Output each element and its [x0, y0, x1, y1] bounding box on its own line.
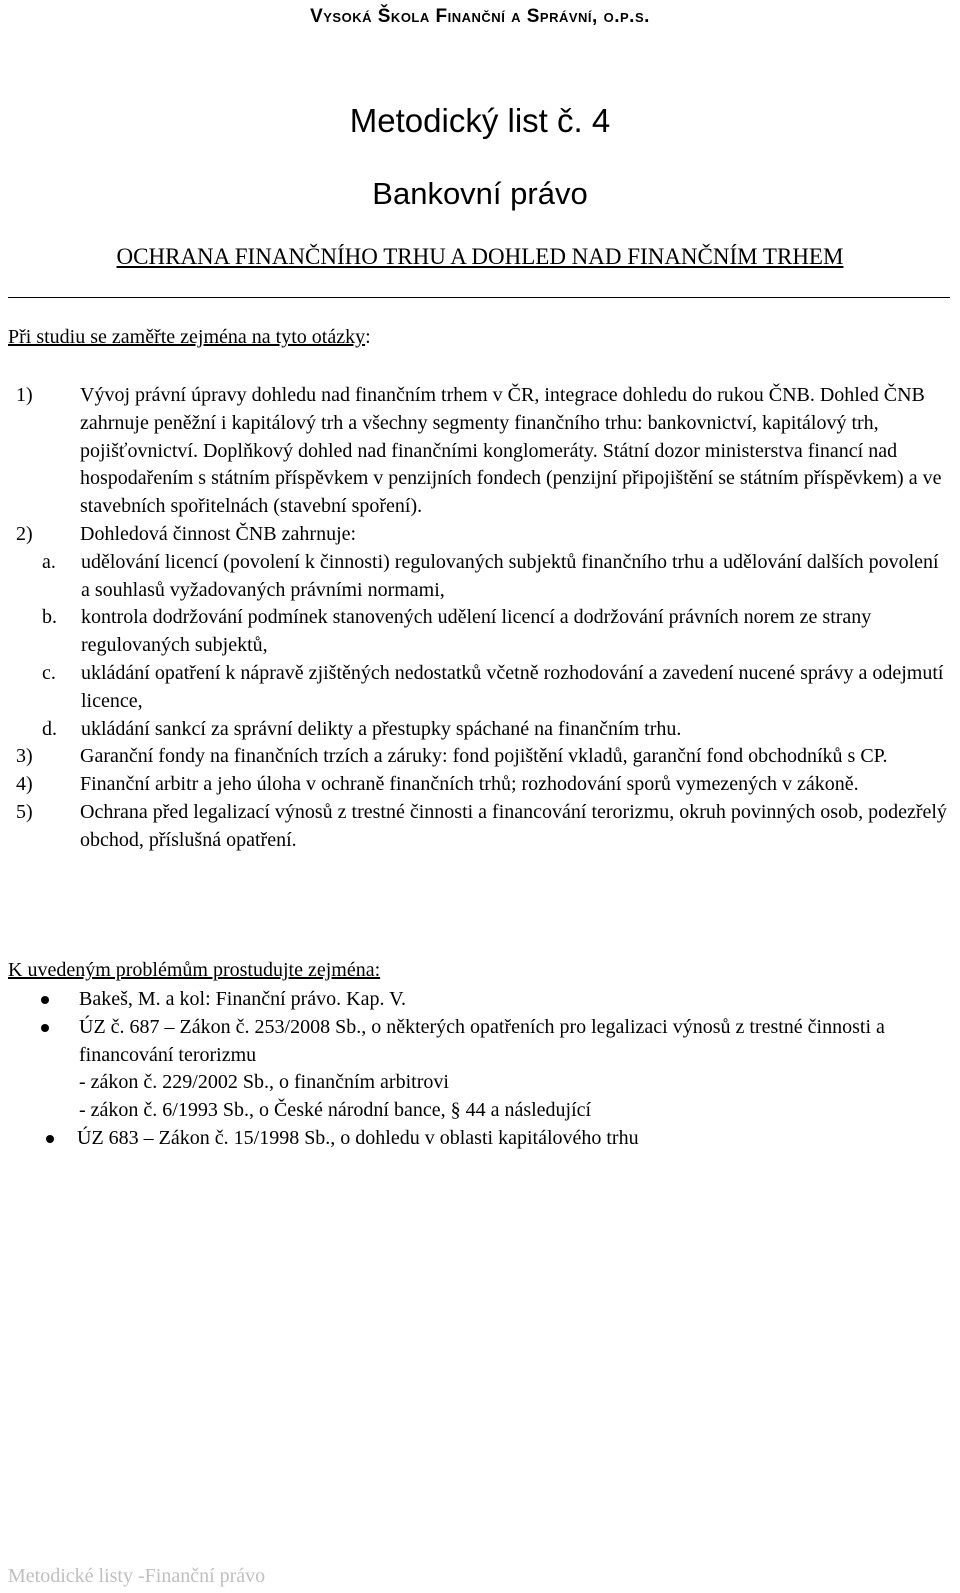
question-text: Finanční arbitr a jeho úloha v ochraně finančních trhů; rozhodování sporů vymezených v zákoně. — [80, 773, 859, 796]
divider — [8, 297, 950, 298]
bullet-icon — [41, 996, 49, 1004]
question-item: 4) Finanční arbitr a jeho úloha v ochraně finančních trhů; rozhodování sporů vymezených v zákoně. — [16, 773, 859, 796]
question-text: Vývoj právní úpravy dohledu nad finančním trhem v ČR, integrace dohledu do rukou ČNB. Dohled ČNB zahrnuje peněžní i kapitálový trh a všechny segmenty finančního trhu: bankovnictví, kapitálový trh, pojišťovnictví. Doplňkový dohled nad finančními konglomeráty. Státní dozor ministerstva financí nad hospodařením s státním příspěvkem v penzijních fondech (penzijní připojištění se státním příspěvkem) a ve stavebních spořitelnách (stavební spoření). — [80, 384, 942, 518]
question-text: Ochrana před legalizací výnosů z trestné činnosti a financování terorizmu, okruh povinných osob, podezřelý obchod, příslušná opatření. — [80, 800, 947, 851]
supervision-item: d. ukládání sankcí za správní delikty a přestupky spáchané na finančním trhu. — [42, 717, 682, 740]
bullet-icon — [46, 1135, 54, 1143]
question-text: Garanční fondy na finančních trzích a záruky: fond pojištění vkladů, garanční fond obchodníků s CP. — [80, 745, 888, 768]
question-item: 3) Garanční fondy na finančních trzích a záruky: fond pojištění vkladů, garanční fond obchodníků s CP. — [16, 745, 888, 768]
supervision-item: b. kontrola dodržování podmínek stanovených udělení licencí a dodržování právních norem ze strany regulovaných subjektů, — [42, 606, 872, 657]
bullet-icon — [41, 1024, 49, 1032]
school-header: Vysoká Škola Finanční a Správní, o.p.s. — [310, 6, 650, 27]
topic-heading: OCHRANA FINANČNÍHO TRHU A DOHLED NAD FINANČNÍM TRHEM — [116, 244, 844, 269]
questions-list — [8, 382, 948, 855]
footer: Metodické listy -Finanční právo — [8, 1565, 266, 1587]
supervision-item: a. udělování licencí (povolení k činnosti) regulovaných subjektů finančního trhu a udělování dalších povolení a souhlasů vyžadovaných právními normami, — [42, 550, 939, 601]
question-text: Dohledová činnost ČNB zahrnuje: — [80, 522, 357, 545]
questions-intro: Při studiu se zaměřte zejména na tyto otázky: — [8, 326, 371, 348]
question-item: 5) Ochrana před legalizací výnosů z trestné činnosti a financování terorizmu, okruh povinných osob, podezřelý obchod, příslušná opatření. — [16, 800, 947, 851]
study-item: ÚZ č. 687 – Zákon č. 253/2008 Sb., o některých opatřeních pro legalizaci výnosů z trestné činnosti a financování terorizmu - zákon č. 229/2002 Sb., o finančním arbitrovi - zákon č. 6/1993 Sb., o České národní bance, § 44 a následující — [8, 1014, 948, 1125]
study-item: Bakeš, M. a kol: Finanční právo. Kap. V. — [8, 986, 948, 1014]
study-list — [8, 986, 948, 1153]
study-intro: K uvedeným problémům prostudujte zejména: — [8, 959, 381, 981]
study-item: ÚZ 683 – Zákon č. 15/1998 Sb., o dohledu v oblasti kapitálového trhu — [8, 1125, 948, 1153]
page-title: Metodický list č. 4 — [349, 102, 611, 139]
supervision-item: c. ukládání opatření k nápravě zjištěných nedostatků včetně rozhodování a zavedení nucené správy a odejmutí licence, — [42, 661, 944, 712]
supervision-list — [8, 549, 948, 744]
subject-title: Bankovní právo — [372, 176, 588, 211]
question-item: 2) Dohledová činnost ČNB zahrnuje: — [16, 522, 357, 545]
question-item: 1) Vývoj právní úpravy dohledu nad finančním trhem v ČR, integrace dohledu do rukou ČNB. Dohled ČNB zahrnuje peněžní i kapitálový trh a všechny segmenty finančního trhu: bankovnictví, kapitálový trh, pojišťovnictví. Doplňkový dohled nad finančními konglomeráty. Státní dozor ministerstva financí nad hospodařením s státním příspěvkem v penzijních fondech (penzijní připojištění se státním příspěvkem) a ve stavebních spořitelnách (stavební spoření). — [16, 384, 942, 518]
